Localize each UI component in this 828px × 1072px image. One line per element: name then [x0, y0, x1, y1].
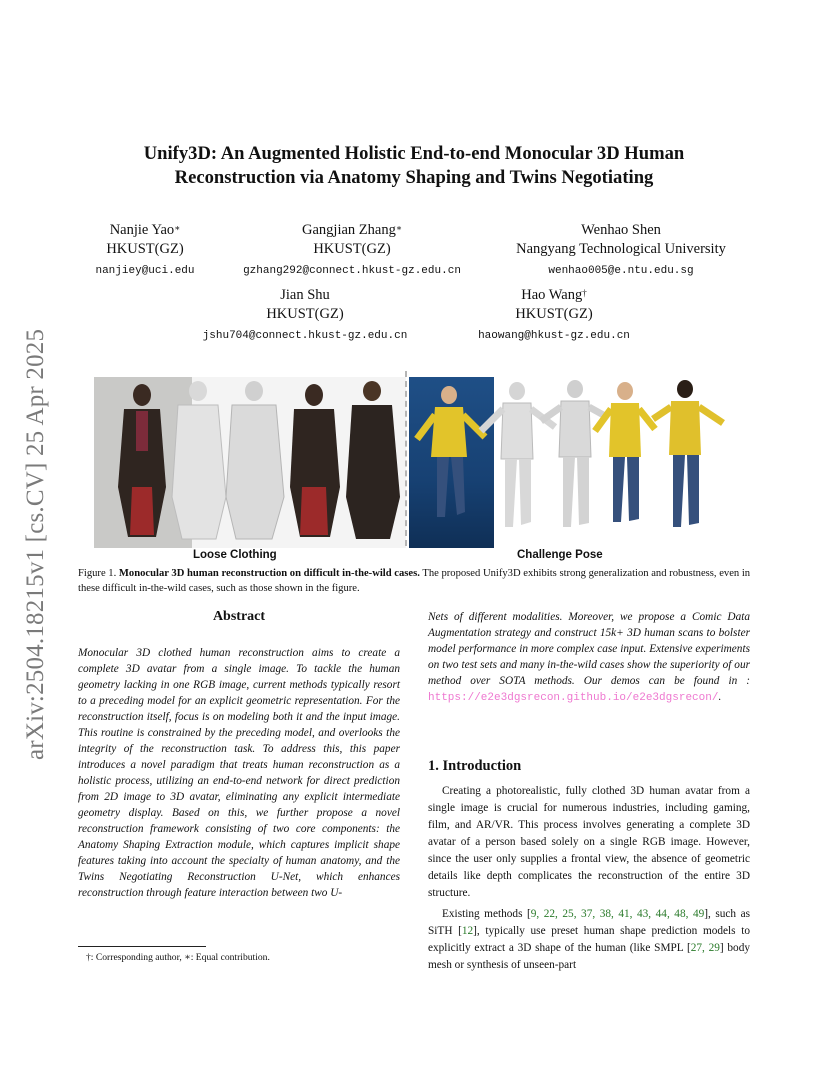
- teaser-figure: [94, 377, 734, 548]
- para2-text-b: ], such as SiTH [: [428, 908, 751, 937]
- caption-prefix: Figure 1.: [78, 568, 117, 579]
- author-mark: ∗: [395, 223, 402, 233]
- title-line-1: Unify3D: An Augmented Holistic End-to-end Monocular 3D Human: [143, 143, 685, 164]
- para2-text-d: ] body mesh or synthesis of unseen-part: [428, 942, 750, 971]
- arxiv-side-stamp: arXiv:2504.18215v1 [cs.CV] 25 Apr 2025: [22, 328, 49, 760]
- figure-divider: [405, 371, 407, 546]
- pose-textured-2: [653, 380, 723, 527]
- kimono-mesh-1: [172, 381, 226, 539]
- author-name: Nanjie Yao: [109, 222, 175, 238]
- author-name: Gangjian Zhang: [302, 222, 396, 238]
- author-name: Hao Wang: [521, 287, 583, 303]
- citation-link[interactable]: 27, 29: [690, 942, 720, 954]
- challenge-pose-panel: [409, 377, 734, 548]
- author-email[interactable]: gzhang292@connect.hkust-gz.edu.cn: [243, 265, 461, 277]
- footnote-rule: [78, 946, 206, 947]
- author-block: [226, 221, 478, 279]
- pose-mesh-2: [541, 380, 607, 527]
- figure-caption: [78, 566, 752, 596]
- author-mark: †: [582, 288, 587, 298]
- caption-rest: The proposed Unify3D exhibits strong generalization and robustness, even in these difficult in-the-wild cases, such as those shown in the figure.: [78, 568, 751, 594]
- section-heading-introduction: 1. Introduction: [428, 758, 522, 774]
- pose-textured-1: [595, 382, 655, 522]
- author-name: Wenhao Shen: [581, 222, 661, 238]
- kimono-textured-2: [346, 381, 400, 539]
- author-email[interactable]: jshu704@connect.hkust-gz.edu.cn: [202, 330, 408, 342]
- author-email[interactable]: wenhao005@e.ntu.edu.sg: [548, 265, 694, 277]
- introduction-body: [428, 783, 750, 974]
- author-block: [180, 286, 430, 344]
- para2-text-a: Existing methods [: [442, 908, 531, 920]
- kimono-mesh-2: [226, 381, 284, 539]
- abstract-text: Monocular 3D clothed human reconstruction aims to create a complete 3D avatar from a single image. To tackle the human geometry lacking in one RGB image, current methods typically resort to a preceding model for an explicit geometric representation. For the reconstruction itself, focus is on modeling both it and the input image. This routine is constrained by the preceding model, and overlooks the integrity of the reconstruction task. To address this, this paper introduces a novel paradigm that treats human reconstruction as a holistic process, utilizing an end-to-end network for direct prediction from 2D image to 3D avatar, eliminating any explicit intermediate geometry display. Based on this, we further propose a novel reconstruction framework consisting of two core components: the Anatomy Shaping Extraction module, which captures implicit shape features taking into account the specialty of human anatomy, and the Twins Negotiating Reconstruction U-Net, which enhances reconstruction through feature interaction between two U-: [78, 647, 400, 899]
- figure-label-loose-clothing: Loose Clothing: [193, 549, 277, 561]
- intro-paragraph-2: [428, 906, 750, 974]
- citation-link[interactable]: 12: [461, 925, 474, 937]
- abstract-end: .: [718, 691, 722, 703]
- pose-avatars-illustration: [409, 377, 734, 548]
- kimono-person-photo: [118, 384, 166, 537]
- abstract-continued-text: Nets of different modalities. Moreover, we propose a Comic Data Augmentation strategy and construct 15k+ 3D human scans to bolster model performance in more complex case input. Extensive experiments on two test sets and many in-the-wild cases show the superiority of our method over SOTA methods. Our demos can be found in :: [428, 611, 750, 687]
- paper-title: [60, 142, 768, 190]
- pose-person-photo: [417, 386, 485, 517]
- author-block: [62, 221, 228, 279]
- author-affiliation: HKUST(GZ): [313, 241, 391, 257]
- author-affiliation: HKUST(GZ): [106, 241, 184, 257]
- author-affiliation: Nangyang Technological University: [516, 241, 726, 257]
- caption-bold: Monocular 3D human reconstruction on difficult in-the-wild cases.: [118, 568, 420, 579]
- para2-text-c: ], typically use preset human shape prediction models to explicitly extract a 3D shape of the human (like SMPL [: [428, 925, 750, 954]
- kimono-avatars-illustration: [94, 377, 406, 548]
- title-line-2: Reconstruction via Anatomy Shaping and Twins Negotiating: [174, 167, 654, 188]
- pose-mesh-1: [481, 382, 555, 527]
- demo-link[interactable]: https://e2e3dgsrecon.github.io/e2e3dgsrecon/: [428, 692, 719, 704]
- loose-clothing-panel: [94, 377, 406, 548]
- intro-paragraph-1: Creating a photorealistic, fully clothed 3D human avatar from a single image is crucial for numerous industries, including gaming, film, and AR/VR. This process involves generating a complete 3D avatar of a person based solely on a single RGB image. However, since the user only supplies a frontal view, the absence of geometric details like depth complicates the reconstruction of the entire 3D structure.: [428, 785, 750, 899]
- author-block: [494, 221, 748, 279]
- footnote: †: Corresponding author, ∗: Equal contribution.: [86, 952, 270, 963]
- abstract-continued: [428, 609, 750, 706]
- author-email[interactable]: nanjiey@uci.edu: [95, 265, 195, 277]
- author-mark: ∗: [174, 223, 181, 233]
- kimono-textured-1: [290, 384, 340, 537]
- abstract-heading: Abstract: [212, 609, 266, 624]
- citation-link[interactable]: 9, 22, 25, 37, 38, 41, 43, 44, 48, 49: [530, 908, 705, 920]
- author-block: [456, 286, 652, 344]
- figure-label-challenge-pose: Challenge Pose: [517, 549, 603, 561]
- author-email[interactable]: haowang@hkust-gz.edu.cn: [478, 330, 630, 342]
- author-name: Jian Shu: [280, 287, 330, 303]
- author-affiliation: HKUST(GZ): [515, 306, 593, 322]
- author-affiliation: HKUST(GZ): [266, 306, 344, 322]
